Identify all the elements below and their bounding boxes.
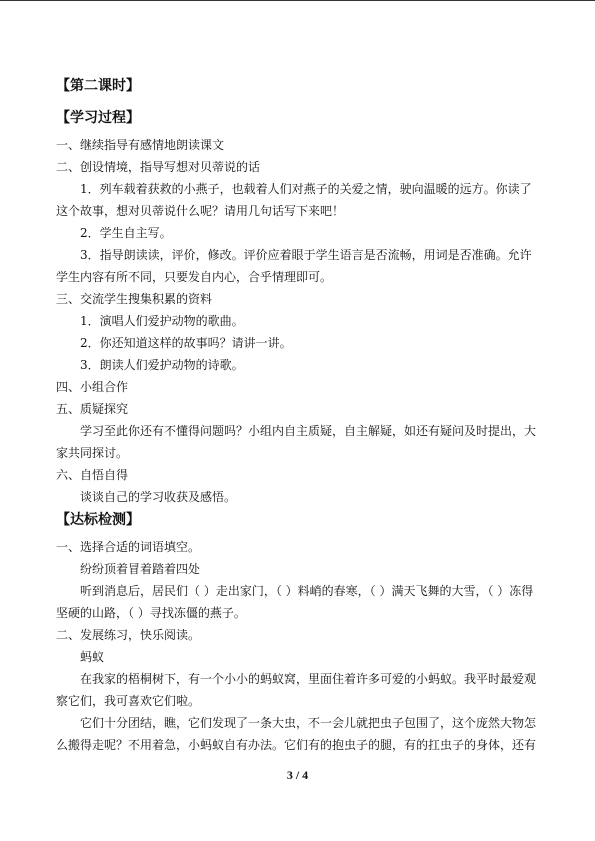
text-line: 1．演唱人们爱护动物的歌曲。 [80, 314, 244, 328]
section-heading-learning-process: 【学习过程】 [56, 110, 140, 126]
text-line: 四、小组合作 [56, 380, 129, 394]
text-line: 一、继续指导有感情地朗读课文 [56, 138, 225, 152]
page-number: 3 / 4 [286, 768, 309, 782]
text-line: 二、创设情境，指导写想对贝蒂说的话 [56, 160, 261, 174]
document-body [56, 76, 542, 756]
text-line: 六、自悟自得 [56, 468, 129, 482]
text-line: 3．朗读人们爱护动物的诗歌。 [80, 358, 244, 372]
text-line: 谈谈自己的学习收获及感悟。 [80, 490, 237, 504]
section-heading-second-lesson: 【第二课时】 [56, 78, 140, 94]
text-line: 2．学生自主写。 [80, 226, 172, 240]
text-paragraph: 在我家的梧桐树下，有一个小小的蚂蚁窝，里面住着许多可爱的小蚂蚁。我平时最爱观察它们，我可喜欢它们啦。 [56, 672, 537, 708]
text-line: 五、质疑探究 [56, 402, 129, 416]
fill-in-paragraph: 听到消息后，居民们（ ）走出家门，（ ）料峭的春寒，（ ）满天飞舞的大雪，（ ）冻得坚硬的山路，（ ）寻找冻僵的燕子。 [56, 584, 534, 620]
word-bank: 纷纷顶着冒着踏着四处 [80, 562, 201, 576]
reading-title: 蚂蚁 [80, 650, 105, 664]
text-line: 一、选择合适的词语填空。 [56, 540, 201, 554]
section-heading-assessment: 【达标检测】 [56, 512, 140, 528]
text-line: 2．你还知道这样的故事吗？请讲一讲。 [80, 336, 292, 350]
text-paragraph: 它们十分团结，瞧，它们发现了一条大虫，不一会儿就把虫子包围了，这个庞然大物怎么搬得走呢？不用着急，小蚂蚁自有办法。它们有的抱虫子的腿，有的扛虫子的身体，还有 [56, 716, 537, 752]
text-line: 二、发展练习，快乐阅读。 [56, 628, 201, 642]
text-paragraph: 学习至此你还有不懂得问题吗？小组内自主质疑，自主解疑，如还有疑问及时提出，大家共同探讨。 [56, 424, 537, 460]
text-paragraph: 1．列车载着获救的小燕子，也载着人们对燕子的关爱之情，驶向温暖的远方。你读了这个故事，想对贝蒂说什么呢？请用几句话写下来吧！ [56, 182, 532, 218]
header-rule [0, 0, 595, 1]
text-line: 三、交流学生搜集积累的资料 [56, 292, 213, 306]
text-paragraph: 3．指导朗读读，评价，修改。评价应着眼于学生语言是否流畅，用词是否准确。允许学生内容有所不同，只要发自内心，合乎情理即可。 [56, 248, 532, 284]
